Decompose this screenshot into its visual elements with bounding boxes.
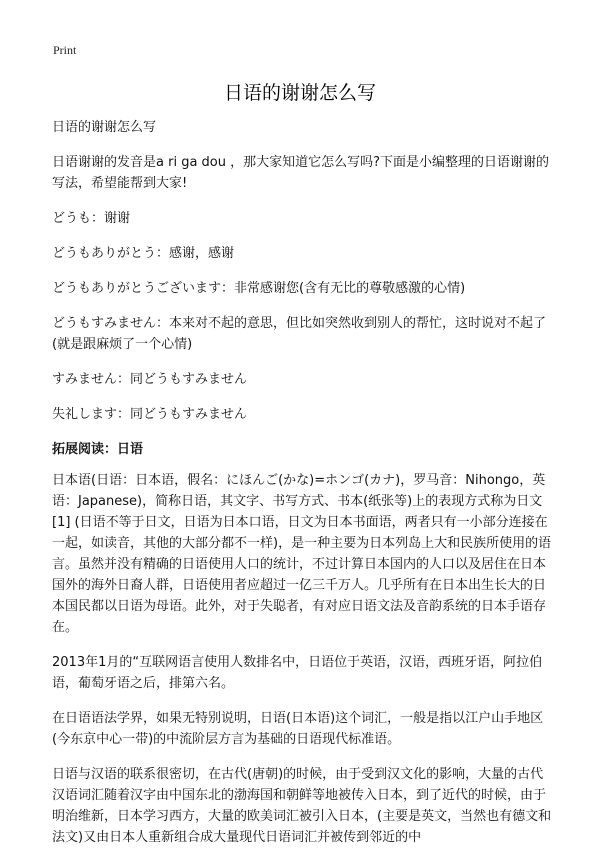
paragraph: 在日语语法学界，如果无特别说明，日语(日本语)这个词汇，一般是指以江户山手地区(今东京中心一带)的中流阶层方言为基础的日语现代标准语。	[52, 711, 544, 747]
article-body	[52, 117, 554, 862]
paragraph: 日本语(日语：日本语，假名：にほんご(かな)=ホンゴ(カナ)，罗马音：Nihongo，英语：Japanese)，简称日语，其文字、书写方式、书本(纸张等)上的表现方式称为日文[1] (日语不等于日文，日语为日本口语，日文为日本书面语，两者只有一小部分连接在一起，如读音，其他的大部分都不一样)，是一种主要为日本列岛上大和民族所使用的语言。虽然并没有精确的日语使用人口的统计，不过计算日本国内的人口以及居住在日本国外的海外日裔人群，日语使用者应超过一亿三千万人。几乎所有在日本出生长大的日本国民都以日语为母语。此外，对于失聪者，有对应日语文法及音韵系统的日本手语存在。	[52, 473, 552, 635]
paragraph: どうも：谢谢	[52, 211, 131, 226]
paragraph: 失礼します：同どうもすみません	[52, 407, 248, 422]
paragraph: 日语的谢谢怎么写	[52, 120, 157, 135]
paragraph: すみません：同どうもすみません	[52, 372, 248, 387]
page-title: 日语的谢谢怎么写	[223, 82, 376, 104]
paragraph: どうもありがとう：感谢，感谢	[52, 246, 235, 261]
paragraph: どうもすみません：本来对不起的意思，但比如突然收到别人的帮忙，这时说对不起了(就是跟麻烦了一个心情)	[52, 316, 547, 352]
section-heading: 拓展阅读：日语	[52, 442, 144, 457]
paragraph: どうもありがとうございます：非常感谢您(含有无比的尊敬感激的心情)	[52, 281, 466, 296]
paragraph: 2013年1月的“互联网语言使用人数排名中，日语位于英语，汉语，西班牙语，阿拉伯语，葡萄牙语之后，排第六名。	[52, 655, 543, 691]
paragraph: 日语谢谢的发音是a ri ga dou ，那大家知道它怎么写吗?下面是小编整理的日语谢谢的写法，希望能帮到大家!	[52, 155, 550, 191]
print-link[interactable]: Print	[53, 43, 77, 57]
paragraph: 日语与汉语的联系很密切，在古代(唐朝)的时候，由于受到汉文化的影响，大量的古代汉语词汇随着汉字由中国东北的渤海国和朝鲜等地被传入日本，到了近代的时候，由于明治维新，日本学习西方，大量的欧美词汇被引入日本，(主要是英文，当然也有德文和法文)又由日本人重新组合成大量现代日语词汇并被传到邻近的中	[52, 767, 552, 845]
